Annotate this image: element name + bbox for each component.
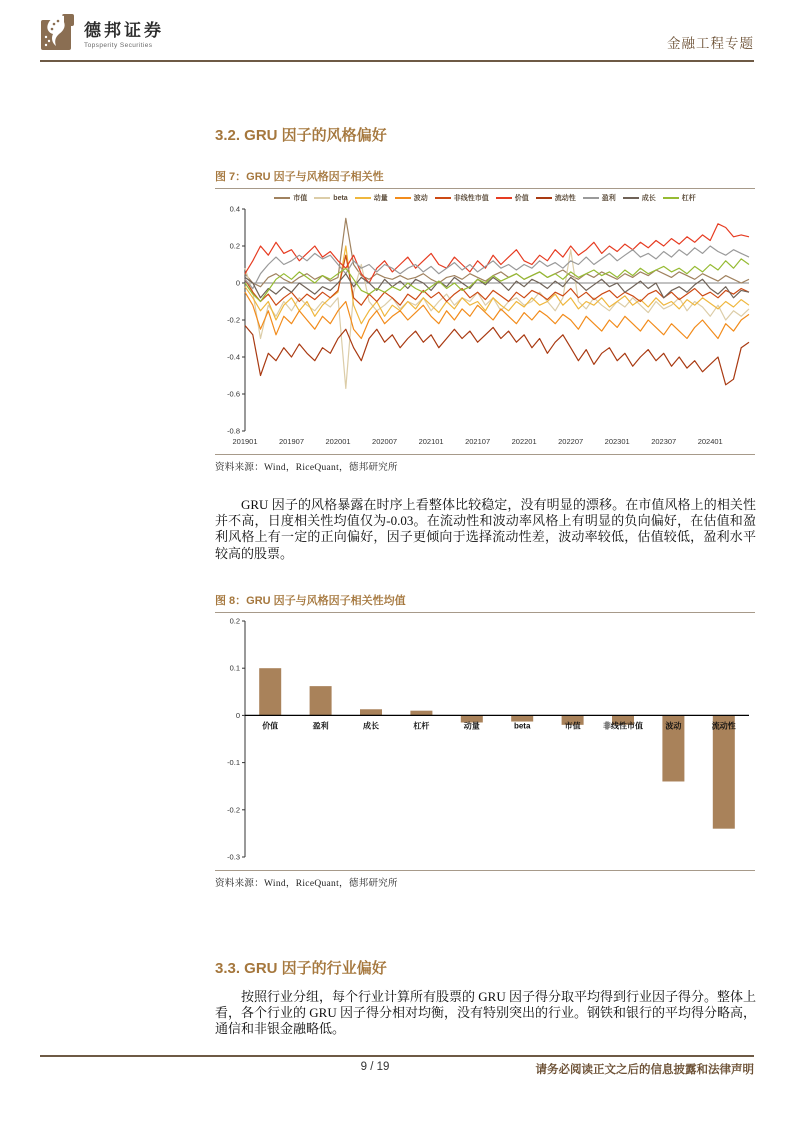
figure-8-top-rule — [215, 612, 755, 613]
brand-text — [84, 16, 164, 49]
y-tick-label: -0.6 — [227, 389, 240, 399]
legend-label: 非线性市值 — [453, 195, 489, 202]
legend-label: 动量 — [373, 195, 388, 202]
y-tick-label: 0 — [235, 278, 240, 288]
x-tick-label: 201907 — [279, 437, 305, 446]
footer-disclaimer: 请务必阅读正文之后的信息披露和法律声明 — [535, 1064, 754, 1076]
figure-7-caption: 图 7：GRU 因子与风格因子相关性 — [215, 171, 384, 183]
y-tick-label: 0.2 — [229, 616, 240, 626]
legend-swatch — [536, 197, 552, 199]
y-tick-label: -0.2 — [227, 805, 240, 815]
legend-label: 价值 — [514, 195, 529, 202]
header-divider — [40, 60, 754, 62]
legend-item-市值 — [274, 193, 307, 203]
bar-label: 盈利 — [312, 721, 329, 731]
legend-swatch — [274, 197, 290, 199]
legend-label: 杠杆 — [681, 195, 696, 202]
bar-杠杆 — [410, 711, 432, 716]
y-tick-label: 0 — [235, 710, 240, 720]
x-tick-label: 202007 — [372, 437, 398, 446]
legend-swatch — [663, 197, 679, 199]
report-category: 金融工程专题 — [667, 36, 754, 51]
legend-item-盈利 — [583, 193, 616, 203]
bar-盈利 — [310, 686, 332, 715]
bar-label: 动量 — [463, 721, 480, 731]
line-chart-style-correlation — [215, 205, 755, 449]
bar-label: 市值 — [564, 721, 581, 731]
x-tick-label: 202101 — [418, 437, 444, 446]
bar-label: 杠杆 — [413, 721, 430, 731]
y-tick-label: 0.2 — [229, 241, 240, 251]
y-tick-label: -0.4 — [227, 352, 240, 362]
figure-7-top-rule — [215, 188, 755, 189]
legend-swatch — [355, 197, 371, 199]
logo-leopard-icon — [40, 12, 76, 52]
legend-item-非线性市值 — [435, 193, 489, 203]
bar-label: 流动性 — [711, 721, 736, 731]
y-tick-label: 0.4 — [229, 205, 240, 214]
legend-swatch — [435, 197, 451, 199]
x-tick-label: 202307 — [651, 437, 677, 446]
figure-7-bottom-rule — [215, 454, 755, 455]
legend-swatch — [623, 197, 639, 199]
bar-label: 波动 — [665, 721, 682, 731]
series-line-盈利 — [245, 246, 749, 289]
figure-7-source: 资料来源：Wind，RiceQuant，德邦研究所 — [215, 463, 398, 473]
y-tick-label: -0.1 — [227, 758, 240, 768]
x-tick-label: 202401 — [697, 437, 723, 446]
bar-成长 — [360, 709, 382, 715]
bar-流动性 — [713, 715, 735, 828]
legend-swatch — [395, 197, 411, 199]
x-tick-label: 202107 — [465, 437, 491, 446]
brand-name-en: Topsperity Securities — [84, 41, 153, 49]
brand-logo — [40, 12, 164, 52]
y-tick-label: -0.2 — [227, 315, 240, 325]
legend-item-beta — [314, 195, 347, 202]
legend-item-价值 — [496, 193, 529, 203]
brand-name-cn: 德邦证券 — [84, 20, 164, 40]
section-3-2-heading: 3.2. GRU 因子的风格偏好 — [215, 127, 387, 144]
figure-8-source: 资料来源：Wind，RiceQuant，德邦研究所 — [215, 879, 398, 889]
bar-label: 成长 — [363, 721, 379, 731]
legend-swatch — [583, 197, 599, 199]
x-tick-label: 202001 — [325, 437, 351, 446]
figure-8 — [215, 592, 755, 889]
footer-divider — [40, 1055, 754, 1057]
y-tick-label: 0.1 — [229, 663, 240, 673]
page-number: 9 / 19 — [360, 1061, 390, 1073]
figure-7 — [215, 168, 755, 473]
legend-item-动量 — [355, 193, 388, 203]
legend-label: 波动 — [413, 195, 428, 202]
x-tick-label: 202201 — [511, 437, 537, 446]
x-tick-label: 202207 — [558, 437, 584, 446]
legend-item-杠杆 — [663, 193, 696, 203]
legend-swatch — [496, 197, 512, 199]
figure-8-caption: 图 8：GRU 因子与风格因子相关性均值 — [215, 595, 406, 607]
legend-item-成长 — [623, 193, 656, 203]
paragraph-industry-preference: 按照行业分组，每个行业计算所有股票的 GRU 因子得分取平均得到行业因子得分。整体上看，各个行业的 GRU 因子得分相对均衡，没有特别突出的行业。钢铁和银行的平均得分略高，通信和非银金融略低。 — [215, 989, 756, 1037]
bar-label: 价值 — [262, 721, 279, 731]
legend-label: 盈利 — [601, 195, 616, 202]
legend-swatch — [314, 197, 330, 199]
x-tick-label: 201901 — [232, 437, 258, 446]
bar-label: beta — [513, 721, 531, 731]
series-line-流动性 — [245, 326, 749, 385]
y-tick-label: -0.8 — [227, 426, 240, 436]
legend-item-流动性 — [536, 193, 576, 203]
legend-label: 流动性 — [554, 195, 576, 202]
legend-item-波动 — [395, 193, 428, 203]
legend-label: beta — [333, 194, 348, 202]
bar-价值 — [259, 668, 281, 715]
series-line-市值 — [245, 218, 749, 286]
legend-label: 市值 — [293, 195, 308, 202]
section-3-3-heading: 3.3. GRU 因子的行业偏好 — [215, 960, 387, 977]
series-line-波动 — [245, 292, 749, 338]
figure-8-bottom-rule — [215, 870, 755, 871]
x-tick-label: 202301 — [604, 437, 630, 446]
bar-label: 非线性市值 — [603, 721, 643, 731]
legend-label: 成长 — [641, 195, 656, 202]
figure-7-legend — [215, 191, 755, 205]
y-tick-label: -0.3 — [227, 852, 240, 862]
paragraph-style-exposure: GRU 因子的风格暴露在时序上看整体比较稳定，没有明显的漂移。在市值风格上的相关性并不高，日度相关性均值仅为-0.03。在流动性和波动率风格上有明显的负向偏好，在估值和盈利风格上有一定的正向偏好，因子更倾向于选择流动性差，波动率较低，估值较低，盈利水平较高的股票。 — [215, 497, 756, 561]
bar-chart-correlation-mean — [215, 615, 755, 865]
